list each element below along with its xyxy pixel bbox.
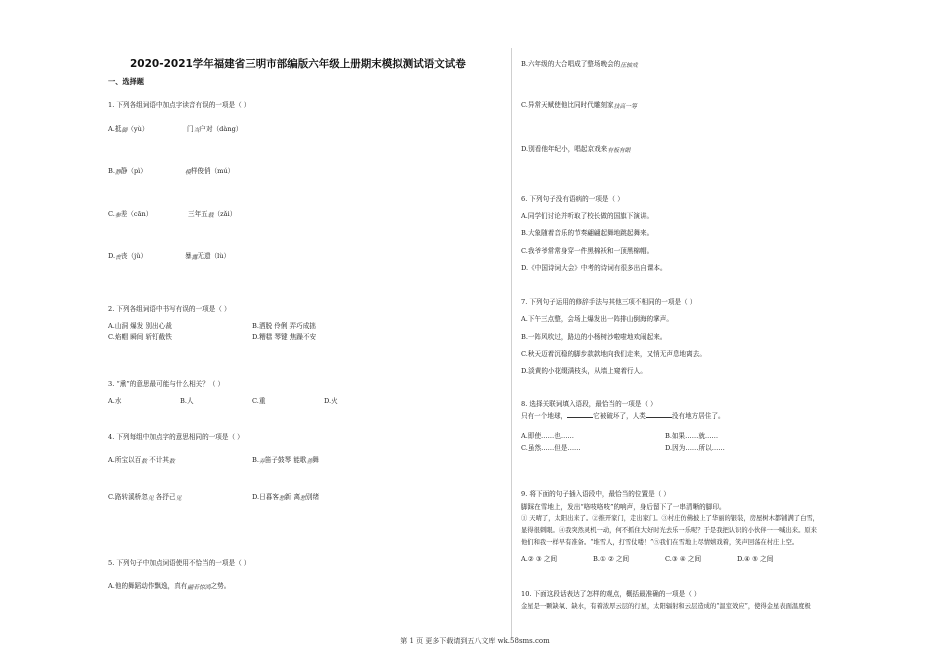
question-8-stem: 8. 选择关联词填入语段，最恰当的一项是（ ） bbox=[521, 400, 657, 408]
question-4-stem: 4. 下列每组中加点字的意思相同的一项是（ ） bbox=[108, 433, 244, 441]
q1-option-b-2: 模样俊俏（mú） bbox=[185, 167, 235, 176]
q3-option-c: C.重 bbox=[252, 397, 266, 405]
q8-option-c: C.虽然……但是…… bbox=[521, 444, 581, 452]
q9-passage-line-3: 他们和我一样早有准备。“堆雪人，打雪仗喽！”⑤我们在雪地上尽情嬉戏着，笑声回荡在村庄上空。 bbox=[521, 539, 799, 546]
section-heading: 一、选择题 bbox=[108, 77, 144, 86]
q3-option-b: B.人 bbox=[180, 397, 194, 405]
q5-option-a: A.他的舞蹈动作飘逸，真有翩若惊鸿之势。 bbox=[108, 582, 231, 591]
q9-option-a: A.② ③ 之间 bbox=[521, 555, 558, 563]
q8-option-d: D.因为……所以…… bbox=[665, 444, 725, 452]
q10-passage: 金星是一颗缺氧、缺水，有着浓厚云层的行星，太阳辐射和云层造成的“温室效应”，使得金星表面温度极 bbox=[521, 603, 811, 610]
q4-option-d: D.日暮客愁新 离愁别绪 bbox=[252, 493, 320, 502]
q1-option-d: D.丧丧（jǔ） bbox=[108, 252, 148, 261]
q8-option-a: A.即使……也…… bbox=[521, 432, 575, 440]
q9-passage-line-2: 显得很刺眼。④我突然灵机一动，何不抓住大好时光去乐一乐呢？于是我把认识的小伙伴一一喊出来。原来 bbox=[521, 527, 817, 534]
question-9-stem: 9. 将下面的句子插入语段中，最恰当的位置是（ ） bbox=[521, 490, 670, 498]
q1-option-c: C.参差（cān） bbox=[108, 210, 153, 219]
q1-option-d-2: 暴露无遗（lù） bbox=[185, 252, 231, 261]
q9-option-c: C.③ ④ 之间 bbox=[665, 555, 702, 563]
question-1-stem: 1. 下列各组词语中加点字读音有误的一项是（ ） bbox=[108, 101, 251, 109]
column-divider bbox=[511, 48, 512, 640]
q5-option-d: D.别看他年纪小，唱起京戏来有板有眼 bbox=[521, 145, 631, 154]
page-footer: 第 1 页 更多下载请到五八文库 wk.58sms.com bbox=[400, 637, 550, 645]
q9-option-b: B.① ② 之间 bbox=[593, 555, 630, 563]
question-7-stem: 7. 下列句子运用的修辞手法与其他三项不相同的一项是（ ） bbox=[521, 298, 697, 306]
q6-option-c: C.我爷爷常常身穿一件黑棉袄和一顶黑棉帽。 bbox=[521, 247, 654, 255]
q7-option-c: C.秋天迈着沉稳的脚步款款地向我们走来，又悄无声息地离去。 bbox=[521, 350, 706, 358]
q9-passage-line-1: ① 天晴了，太阳出来了。②推开家门，走出家门。③村庄仿佛披上了华丽的银装，房屋树木都铺满了白雪， bbox=[521, 515, 819, 522]
question-5-stem: 5. 下列句子中加点词语使用不恰当的一项是（ ） bbox=[108, 559, 251, 567]
q1-option-a-2: 门当户对（dàng） bbox=[187, 125, 243, 134]
q3-option-d: D.火 bbox=[324, 397, 338, 405]
q4-option-c: C.路转溪桥忽见 各抒己见 bbox=[108, 493, 182, 502]
q3-option-a: A.水 bbox=[108, 397, 122, 405]
q2-option-a: A.山洞 爆发 别出心裁 bbox=[108, 322, 172, 330]
exam-title: 2020-2021学年福建省三明市部编版六年级上册期末模拟测试语文试卷 bbox=[130, 58, 466, 70]
question-3-stem: 3. “熏”的意思最可能与什么相关？（ ） bbox=[108, 380, 225, 388]
question-6-stem: 6. 下列句子没有语病的一项是（ ） bbox=[521, 195, 624, 203]
q2-option-b: B.洒脱 伶俐 弄巧成拙 bbox=[252, 322, 316, 330]
q9-option-d: D.④ ⑤ 之间 bbox=[737, 555, 774, 563]
q5-option-c: C.异常天赋使他比同时代雕刻家技高一筹 bbox=[521, 101, 637, 110]
q8-passage: 只有一个地球， 它被破坏了，人类 没有地方居住了。 bbox=[521, 412, 725, 420]
q7-option-a: A.下午三点整，会场上爆发出一阵排山倒海的掌声。 bbox=[521, 315, 673, 323]
q2-option-c: C.焰帽 瞬间 斩钉截铁 bbox=[108, 333, 172, 341]
q2-option-d: D.糟糕 琴键 焦躁不安 bbox=[252, 333, 317, 341]
q1-option-c-2: 三年五载（zǎi） bbox=[188, 210, 237, 219]
q1-option-b: B.静静（pì） bbox=[108, 167, 147, 176]
q6-option-a: A.同学们讨论并听取了校长做的国旗下演讲。 bbox=[521, 212, 654, 220]
q6-option-b: B.大象随着音乐的节奏翩翩起舞地跳起舞来。 bbox=[521, 229, 654, 237]
q8-option-b: B.如果……就…… bbox=[665, 432, 719, 440]
q4-option-b: B.弄笛子鼓琴 能歌善舞 bbox=[252, 456, 319, 465]
q7-option-b: B.一阵风吹过，路边的小杨树沙啦啦地欢闹起来。 bbox=[521, 333, 667, 341]
q5-option-b: B.六年级的大合唱成了整场晚会的压轴戏 bbox=[521, 60, 638, 69]
q4-option-a: A.所宝以百数 不计其数 bbox=[108, 456, 175, 465]
question-2-stem: 2. 下列各组词语中书写有误的一项是（ ） bbox=[108, 305, 231, 313]
q1-option-a: A.抵御（yù） bbox=[108, 125, 149, 134]
q7-option-d: D.淡黄的小花缀满枝头，从墙上窥着行人。 bbox=[521, 367, 647, 375]
question-10-stem: 10. 下面这段话表达了怎样的观点，概括最准确的一项是（ ） bbox=[521, 590, 701, 598]
q6-option-d: D.《中国诗词大会》中考的诗词有很多出自课本。 bbox=[521, 264, 667, 272]
q9-sentence: 脚踩在雪地上，发出“咯吱咯吱”的响声，身后留下了一串清晰的脚印。 bbox=[521, 503, 726, 511]
